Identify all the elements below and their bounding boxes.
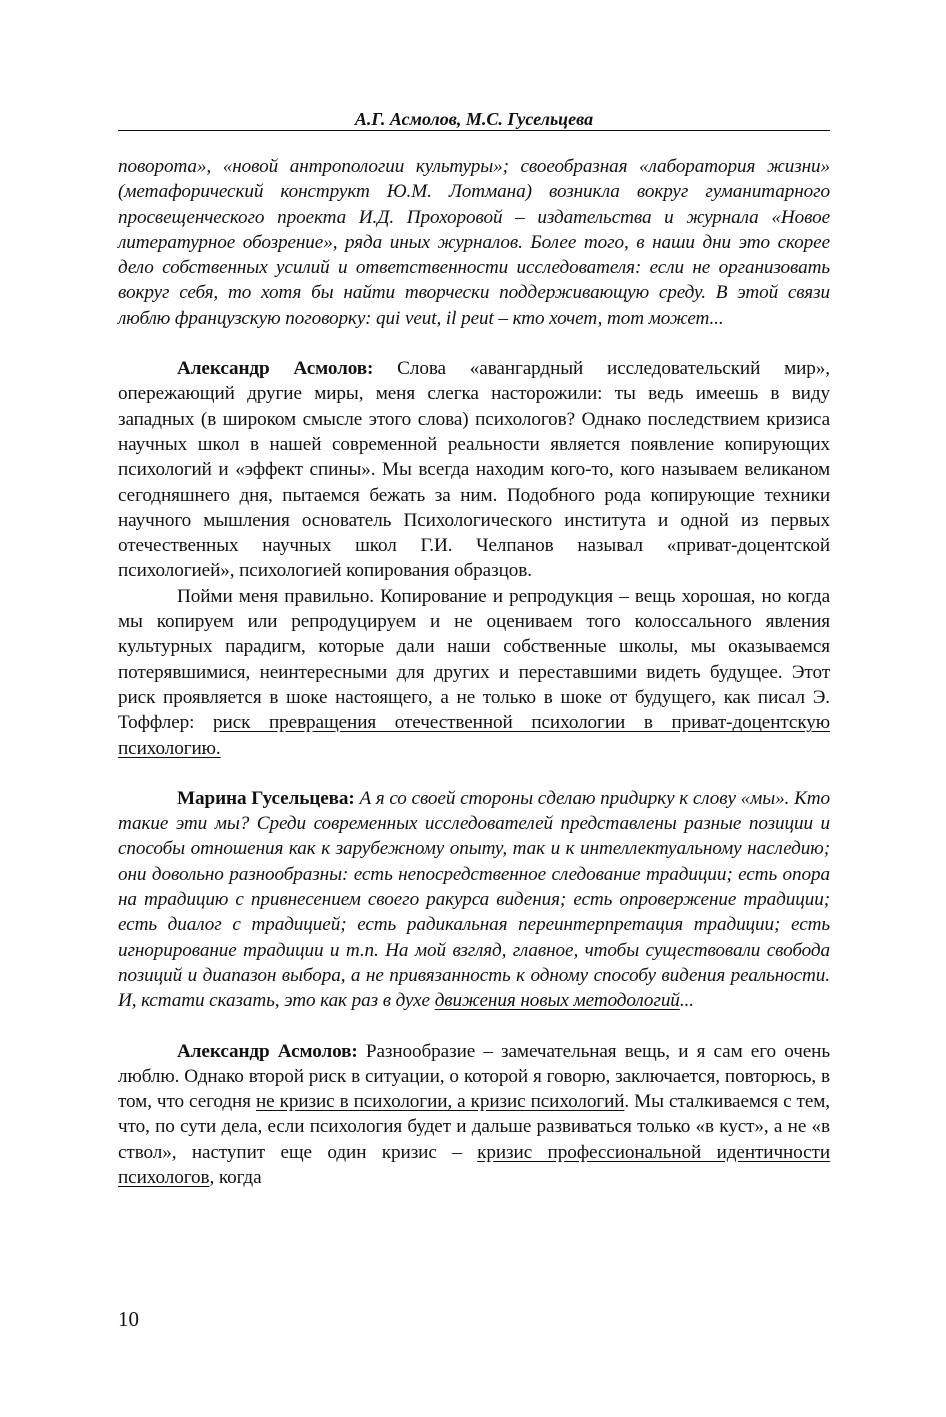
paragraph-text: Разнообразие – замечательная вещь, и я сам его очень люблю. Однако второй риск в ситуации, о которой я говорю, заключается, повторюсь, в том, что сегодня <box>118 1040 830 1113</box>
underlined-phrase: риск превращения отечественной психологии в приват-доцентскую психологию. <box>118 712 830 759</box>
paragraph-guseltseva-continued: поворота», «новой антропологии культуры»; своеобразная «лаборатория жизни» (метафорический конструкт Ю.М. Лотмана) возникла вокруг гуманитарного просвещенческого проекта И.Д. Прохоровой – издательства и журнала «Новое литературное обозрение», ряда иных журналов. Более того, в наши дни это скорее дело собственных усилий и ответственности исследователя: если не организовать вокруг себя, то хотя бы найти творчески поддерживающую среду. В этой связи люблю французскую поговорку: qui veut, il peut – кто хочет, тот может... <box>118 156 830 329</box>
paragraph-asmolov-1 <box>118 356 830 584</box>
paragraph-tail: ... <box>679 990 694 1012</box>
paragraph-asmolov-3 <box>118 1039 830 1191</box>
running-header: А.Г. Асмолов, М.С. Гусельцева <box>354 109 594 129</box>
paragraph-asmolov-2 <box>118 584 830 761</box>
header-rule <box>118 130 830 131</box>
underlined-phrase: движения новых методологий <box>434 990 680 1012</box>
paragraph-text: . Мы сталкиваемся с тем, что, по сути дела, если психология будет и дальше развиваться только «в куст», а не «в ствол», наступит еще один кризис – <box>118 1091 830 1163</box>
page-number: 10 <box>118 1307 139 1331</box>
speaker-name: Александр Асмолов: <box>177 1040 358 1062</box>
paragraph-text: Слова «авангардный исследовательский мир», опережающий другие миры, меня слегка насторожили: ты ведь имеешь в виду западных (в широком смысле этого слова) психологов? Однако последствием кризиса научных школ в нашей современной реальности является появление копирующих психологий и «эффект спины». Мы всегда находим кого-то, кого называем великаном сегодняшнего дня, пытаемся бежать за ним. Подобного рода копирующие техники научного мышления основатель Психологического института и одной из первых отечественных научных школ Г.И. Челпанов называл «приват-доцентской психологией», психологией копирования образцов. <box>118 358 830 582</box>
underlined-phrase: не кризис в психологии, а кризис психологий <box>255 1091 625 1113</box>
speaker-name: Александр Асмолов: <box>177 358 374 380</box>
paragraph-text: Пойми меня правильно. Копирование и репродукция – вещь хорошая, но когда мы копируем или репродуцируем и не оцениваем того колоссального явления культурных парадигм, которые дали наши собственные школы, мы оказываемся потерявшимися, неинтересными для других и переставшими видеть будущее. Этот риск проявляется в шоке настоящего, а не только в шоке от будущего, как писал Э. Тоффлер: <box>118 585 830 734</box>
paragraph-text: А я со своей стороны сделаю придирку к слову «мы». Кто такие эти мы? Среди современных исследователей представлены разные позиции и способы отношения как к зарубежному опыту, так и к интеллектуальному наследию; они довольно разнообразны: есть непосредственное следование традиции; есть опора на традицию с привнесением своего ракурса видения; есть опровержение традиции; есть диалог с традицией; есть радикальная переинтерпретация традиции; есть игнорирование традиции и т.п. На мой взгляд, главное, чтобы существовали свобода позиций и диапазон выбора, а не привязанность к одному способу видения реальности. И, кстати сказать, это как раз в духе <box>118 787 831 1012</box>
page-body <box>118 154 830 1190</box>
underlined-phrase: кризис профессиональной идентичности психологов <box>118 1141 831 1188</box>
paragraph-text: , когда <box>209 1166 262 1188</box>
paragraph-guseltseva <box>118 786 830 1014</box>
speaker-name: Марина Гусельцева: <box>177 787 355 809</box>
